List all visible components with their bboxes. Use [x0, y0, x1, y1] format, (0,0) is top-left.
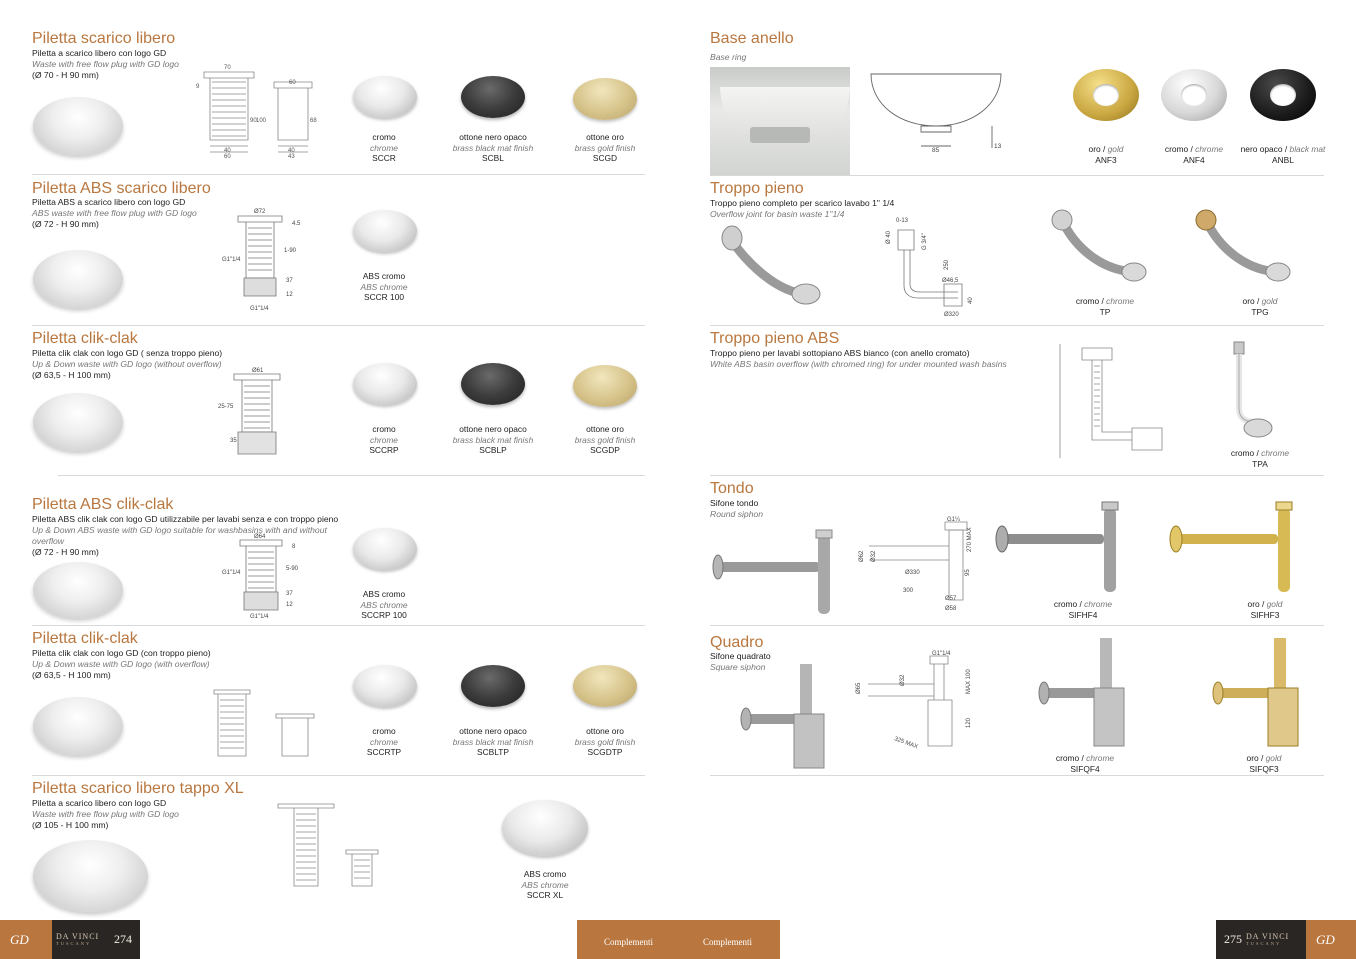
description-en: Up & Down ABS waste with GD logo suitable for washbasins with and without [32, 525, 327, 535]
label-it: oro [1088, 144, 1101, 154]
section-title: Troppo pieno [710, 180, 804, 197]
product-code: SIFQF4 [1070, 763, 1100, 774]
dim-label: 35 [230, 438, 237, 444]
page-number-left: 274 [114, 932, 132, 946]
description-en: Waste with free flow plug with GD logo [32, 809, 179, 819]
technical-drawing [220, 532, 310, 620]
product-photo [1192, 206, 1296, 294]
section-title: Piletta scarico libero [32, 30, 176, 47]
product-photo [33, 250, 123, 308]
product-swatch-chrome [353, 528, 417, 570]
label-it: ABS cromo [362, 589, 406, 599]
dim-label: 12 [286, 292, 293, 298]
dim-label: 5-90 [286, 566, 299, 572]
label-it: ottone oro [586, 424, 624, 434]
brand-subtitle: TUSCANY [56, 941, 92, 946]
logo-text: GD [10, 932, 29, 947]
divider [710, 175, 1324, 176]
dim-label: 85 [932, 147, 940, 154]
product-code: TPG [1251, 306, 1269, 317]
dim-label: 70 [224, 65, 231, 71]
product-swatch-gold [573, 665, 637, 707]
section-title: Quadro [710, 634, 764, 651]
product-label [545, 424, 665, 456]
dim-label: Ø72 [254, 209, 266, 215]
dim-label: Ø64 [254, 534, 266, 540]
label-en: chrome [1084, 599, 1113, 609]
description-en: Base ring [710, 52, 747, 62]
product-label: cromo / chrome SIFHF4 [1023, 599, 1143, 620]
gd-logo-icon [1306, 920, 1356, 959]
description-en: Up & Down waste with GD logo (with overflow) [32, 659, 210, 669]
label-it: ABS cromo [362, 271, 406, 281]
product-photo [712, 528, 840, 618]
dim-label: Ø320 [944, 312, 959, 318]
label-en: gold [1266, 599, 1283, 609]
technical-drawing [880, 214, 980, 318]
label-en: chrome [370, 736, 398, 747]
product-label: oro / gold SIFHF3 [1205, 599, 1325, 620]
brand-name [1246, 933, 1289, 947]
label-it: cromo [372, 132, 396, 142]
description-en: ABS waste with free flow plug with GD logo [32, 208, 197, 218]
product-swatch-chrome [353, 210, 417, 252]
product-swatch-chrome [502, 800, 588, 856]
dim-label: G1"1/4 [222, 570, 241, 576]
section-title: Tondo [710, 480, 754, 497]
dim-label: 9 [196, 84, 200, 90]
product-code: ANF3 [1095, 154, 1117, 165]
product-photo [1168, 500, 1298, 596]
dimensions-text: (Ø 63,5 - H 100 mm) [32, 670, 111, 680]
divider [710, 325, 1324, 326]
dim-label: 37 [286, 591, 293, 597]
label-it: oro [1246, 753, 1259, 763]
dim-label: 60 [224, 154, 231, 160]
description-it: Piletta ABS clik clak con logo GD utilizzabile per lavabi senza e con troppo pieno [32, 514, 339, 524]
product-photo [994, 500, 1124, 596]
gd-logo-icon [0, 920, 52, 959]
product-photo [1048, 206, 1152, 294]
tab-label-left: Complementi [604, 937, 653, 947]
dim-label: 13 [994, 143, 1002, 150]
label-it: cromo [372, 726, 396, 736]
dim-label: Ø57 [945, 596, 957, 602]
brand-name [56, 933, 99, 947]
tab-label-right: Complementi [703, 937, 752, 947]
product-label [545, 132, 665, 164]
label-it: cromo [372, 424, 396, 434]
product-photo [1222, 340, 1278, 444]
dim-label: 43 [288, 154, 295, 160]
label-en: brass gold finish [574, 142, 636, 153]
dim-label: 40 [224, 148, 231, 154]
dim-label: MAX 100 [966, 669, 972, 694]
label-en: ABS chrome [360, 281, 408, 292]
product-code: SIFQF3 [1249, 763, 1279, 774]
divider [710, 475, 1324, 476]
product-label [324, 424, 444, 456]
label-it: oro [1242, 296, 1255, 306]
dim-label: Ø32 [871, 550, 877, 562]
technical-drawing [196, 60, 326, 166]
label-it: ABS cromo [523, 869, 567, 879]
divider [32, 174, 645, 175]
dim-label: Ø58 [945, 606, 957, 612]
dim-label: 95 [965, 569, 971, 576]
section-description [32, 197, 197, 230]
description-it: Troppo pieno completo per scarico lavabo 1" 1/4 [710, 198, 895, 208]
technical-drawing [866, 68, 1012, 158]
technical-drawing [1056, 342, 1168, 460]
description-it: Troppo pieno per lavabi sottopiano ABS bianco (con anello cromato) [710, 348, 970, 358]
dim-label: 25-75 [218, 404, 234, 410]
product-swatch-black [461, 363, 525, 405]
product-photo [710, 67, 850, 175]
dim-label: 12 [286, 602, 293, 608]
dim-label: 250 [944, 259, 950, 270]
technical-drawing [216, 366, 306, 470]
dim-label: Ø65 [856, 682, 862, 694]
label-it: ottone nero opaco [459, 726, 527, 736]
dim-label: Ø 40 [886, 230, 892, 244]
product-label [324, 132, 444, 164]
product-photo [716, 222, 828, 314]
dim-label: 100 [256, 118, 267, 124]
section-title: Piletta scarico libero tappo XL [32, 780, 244, 797]
description-en: Round siphon [710, 509, 764, 519]
label-en: brass gold finish [574, 736, 636, 747]
description-en: White ABS basin overflow (with chromed ring) for under mounted wash basins [710, 359, 1007, 369]
dim-label: G1"1/4 [250, 614, 269, 620]
product-label [324, 589, 444, 621]
description-it: Piletta clik clak con logo GD ( senza troppo pieno) [32, 348, 223, 358]
product-label: cromo / chrome TP [1045, 296, 1165, 317]
dim-label: Ø62 [859, 550, 865, 562]
product-photo [738, 660, 834, 772]
technical-drawing [220, 204, 310, 314]
dimensions-text: (Ø 105 - H 100 mm) [32, 820, 109, 830]
description-it: Sifone quadrato [710, 651, 771, 661]
product-label [324, 271, 444, 303]
dimensions-text: (Ø 63,5 - H 100 mm) [32, 370, 111, 380]
dimensions-text: (Ø 72 - H 90 mm) [32, 219, 99, 229]
product-label [324, 726, 444, 758]
product-label [433, 424, 553, 456]
footer-tab [577, 920, 780, 959]
product-photo [33, 562, 123, 618]
dim-label: 1-90 [284, 248, 297, 254]
description-it: Sifone tondo [710, 498, 759, 508]
label-en: gold [1261, 296, 1278, 306]
product-label [545, 726, 665, 758]
technical-drawing [208, 680, 328, 760]
label-it: cromo [1075, 296, 1100, 306]
product-swatch-chrome [353, 76, 417, 118]
label-it: oro [1247, 599, 1260, 609]
product-swatch-gold [573, 78, 637, 120]
ring-gold [1073, 69, 1139, 121]
dim-label: Ø32 [900, 674, 906, 686]
product-code: ANF4 [1183, 154, 1205, 165]
product-code: SCBL [482, 153, 504, 164]
product-photo [33, 393, 123, 451]
product-photo [33, 97, 123, 155]
product-label: nero opaco / black mat ANBL [1223, 144, 1343, 165]
product-code: SCCRTP [366, 747, 402, 758]
dim-label: G1"1/4 [222, 257, 241, 263]
label-it: ottone oro [586, 132, 624, 142]
divider [710, 775, 1324, 776]
product-code: ANBL [1272, 154, 1294, 165]
label-it: cromo [1164, 144, 1189, 154]
dim-label: Ø46,5 [942, 278, 959, 284]
brand-subtitle: TUSCANY [1246, 941, 1282, 946]
product-photo [1208, 632, 1304, 750]
label-it: ottone nero opaco [459, 424, 527, 434]
dimensions-text: (Ø 72 - H 90 mm) [32, 547, 99, 557]
section-description [32, 798, 179, 831]
divider [58, 475, 645, 476]
product-label: oro / gold ANF3 [1046, 144, 1166, 165]
product-swatch-black [461, 665, 525, 707]
product-code: SCGDTP [587, 747, 623, 758]
product-label [485, 869, 605, 901]
dim-label: Ø330 [905, 570, 920, 576]
product-swatch-chrome [353, 363, 417, 405]
dim-label: G 3/4" [922, 233, 928, 250]
technical-drawing [270, 796, 400, 906]
divider [32, 775, 645, 776]
product-label: cromo / chrome TPA [1200, 448, 1320, 469]
ring-chrome [1161, 69, 1227, 121]
section-description [710, 498, 763, 520]
technical-drawing [850, 650, 980, 750]
label-it: ottone nero opaco [459, 132, 527, 142]
section-title: Troppo pieno ABS [710, 330, 840, 347]
product-code: SIFHF3 [1250, 609, 1280, 620]
section-title: Piletta ABS scarico libero [32, 180, 211, 197]
description-en-cont: overflow [32, 536, 64, 546]
product-code: SCCRP [369, 445, 399, 456]
dim-label: 40 [968, 297, 974, 304]
dim-label: 300 [903, 588, 914, 594]
label-en: chrome [1195, 144, 1224, 154]
description-it: Piletta ABS a scarico libero con logo GD [32, 197, 186, 207]
label-en: black mat [1289, 144, 1326, 154]
product-code: SCCR [372, 153, 396, 164]
label-en: brass black mat finish [452, 142, 534, 153]
label-en: chrome [370, 142, 398, 153]
product-label [433, 132, 553, 164]
section-title: Piletta clik-clak [32, 630, 138, 647]
brand-title: DA VINCI [1246, 932, 1290, 941]
product-label: oro / gold TPG [1200, 296, 1320, 317]
dim-label: 325 MAX [893, 736, 919, 750]
product-code: SCGD [592, 153, 618, 164]
ring-black [1250, 69, 1316, 121]
product-label: oro / gold SIFQF3 [1204, 753, 1324, 774]
section-description [32, 648, 211, 681]
label-en: chrome [1086, 753, 1115, 763]
description-en: Up & Down waste with GD logo (without overflow) [32, 359, 222, 369]
section-description [32, 48, 179, 81]
brand-title: DA VINCI [56, 932, 100, 941]
label-en: chrome [370, 434, 398, 445]
page-number-right: 275 [1224, 932, 1242, 946]
product-code: TP [1099, 306, 1111, 317]
section-title: Piletta ABS clik-clak [32, 496, 174, 513]
dim-label: G1"1/4 [932, 651, 951, 657]
dim-label: 37 [286, 278, 293, 284]
dim-label: 8 [292, 544, 296, 550]
footer-right [1216, 920, 1356, 959]
technical-drawing [855, 516, 985, 616]
dim-label: 0-13 [896, 218, 909, 224]
label-en: gold [1265, 753, 1282, 763]
section-description [32, 348, 222, 381]
section-title: Piletta clik-clak [32, 330, 138, 347]
divider [32, 625, 645, 626]
product-code: SIFHF4 [1068, 609, 1098, 620]
label-en: chrome [1106, 296, 1135, 306]
label-en: ABS chrome [360, 599, 408, 610]
label-en: brass black mat finish [452, 434, 534, 445]
product-code: SCGDP [590, 445, 620, 456]
product-code: SCCR XL [526, 890, 564, 901]
footer-left [0, 920, 140, 959]
description-it: Piletta a scarico libero con logo GD [32, 48, 167, 58]
dim-label: Ø61 [252, 368, 264, 374]
label-it: cromo [1230, 448, 1255, 458]
dim-label: G1"1/4 [250, 306, 269, 312]
product-swatch-gold [573, 365, 637, 407]
label-en: brass gold finish [574, 434, 636, 445]
product-photo [33, 840, 148, 912]
product-swatch-black [461, 76, 525, 118]
product-code: SCCRP 100 [361, 610, 407, 621]
product-label: cromo / chrome SIFQF4 [1025, 753, 1145, 774]
dim-label: 120 [966, 717, 972, 728]
product-code: TPA [1252, 458, 1268, 469]
dim-label: G1¼ [947, 517, 961, 523]
dim-label: 270 MAX [967, 527, 973, 552]
section-description [710, 52, 746, 63]
dim-label: 90 [250, 118, 257, 124]
divider [710, 625, 1324, 626]
description-en: Overflow joint for basin waste 1"1/4 [710, 209, 845, 219]
divider [32, 325, 645, 326]
label-it: ottone oro [586, 726, 624, 736]
product-photo [1034, 632, 1130, 750]
label-en: ABS chrome [521, 879, 569, 890]
logo-text: GD [1316, 932, 1335, 947]
product-swatch-chrome [353, 665, 417, 707]
section-description [710, 198, 894, 220]
label-en: brass black mat finish [452, 736, 534, 747]
label-en: chrome [1261, 448, 1290, 458]
description-it: Piletta a scarico libero con logo GD [32, 798, 167, 808]
product-label: cromo / chrome ANF4 [1134, 144, 1254, 165]
label-it: cromo [1055, 753, 1080, 763]
dim-label: 40 [288, 148, 295, 154]
dim-label: 4.5 [292, 221, 301, 227]
dimensions-text: (Ø 70 - H 90 mm) [32, 70, 99, 80]
label-it: cromo [1053, 599, 1078, 609]
dim-label: 60 [289, 80, 296, 86]
product-label [433, 726, 553, 758]
section-description [710, 348, 1007, 370]
product-code: SCCR 100 [363, 292, 405, 303]
section-title: Base anello [710, 30, 794, 47]
description-en: Square siphon [710, 662, 766, 672]
product-code: SCBLP [479, 445, 507, 456]
product-code: SCBLTP [477, 747, 509, 758]
label-en: gold [1107, 144, 1124, 154]
product-photo [33, 697, 123, 755]
dim-label: 68 [310, 118, 317, 124]
description-en: Waste with free flow plug with GD logo [32, 59, 179, 69]
label-it: nero opaco [1240, 144, 1283, 154]
description-it: Piletta clik clak con logo GD (con troppo pieno) [32, 648, 211, 658]
